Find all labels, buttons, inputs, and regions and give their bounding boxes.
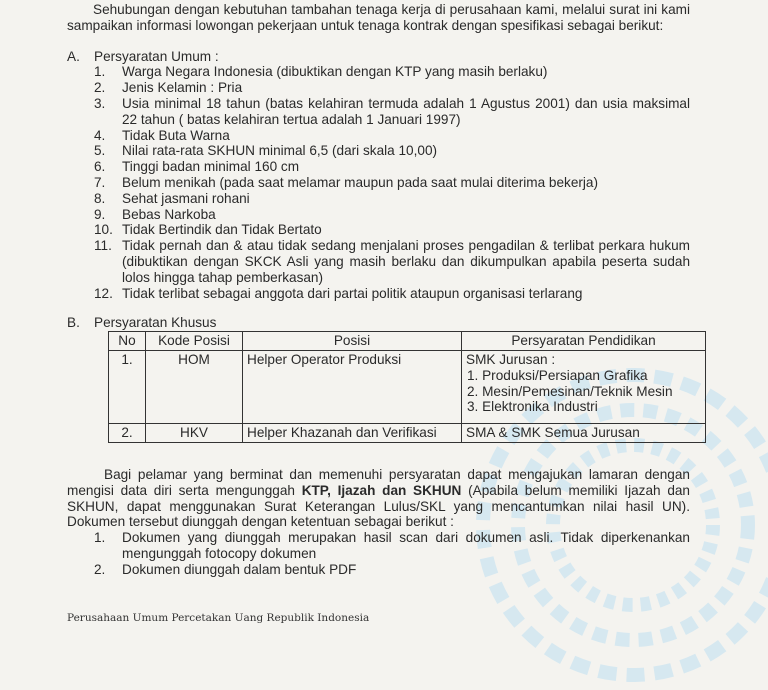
table-row (109, 350, 706, 423)
education-line: 3. Elektronika Industri (467, 399, 598, 415)
list-item-text: Tidak pernah dan & atau tidak sedang menjalani proses pengadilan & terlibat perkara hukum (dibuktikan dengan SKCK Asli yang masih berlaku dan dikumpulkan apabila peserta sudah lolos hingga tahap pemberkasan) (122, 238, 690, 285)
list-item-text: Tinggi badan minimal 160 cm (122, 159, 300, 175)
list-item (67, 222, 690, 238)
list-item (67, 128, 690, 144)
closing-part2: (Apabila belum memiliki Ijazah dan SKHUN, dapat menggunakan Surat Keterangan Lulus/SKL yang mencantumkan nilai hasil UN). Dokumen tersebut diunggah dengan ketentuan sebagai berikut : (67, 482, 690, 530)
list-item (67, 159, 690, 175)
list-item-number: 8. (94, 190, 106, 206)
list-item-text: Tidak Bertindik dan Tidak Bertato (122, 222, 322, 238)
list-item-text: Tidak Buta Warna (122, 127, 230, 143)
list-item (67, 80, 690, 96)
list-item (67, 143, 690, 159)
list-item-number: 2. (94, 561, 106, 577)
cell-posisi: Helper Operator Produksi (243, 350, 462, 423)
closing-paragraph (67, 467, 690, 530)
list-item-number: 1. (94, 64, 106, 80)
special-requirements-table (108, 331, 706, 443)
list-item (67, 64, 690, 80)
education-line: SMK Jurusan : (466, 351, 556, 367)
footer-company-name: Perusahaan Umum Percetakan Uang Republik Indonesia (67, 612, 370, 624)
education-line: 2. Mesin/Pemesinan/Teknik Mesin (467, 383, 673, 399)
list-item-number: 6. (94, 159, 106, 175)
education-line: SMA & SMK Semua Jurusan (466, 425, 640, 441)
list-item (67, 207, 690, 223)
table-header-row (109, 332, 706, 351)
intro-paragraph: Sehubungan dengan kebutuhan tambahan tenaga kerja di perusahaan kami, melalui surat ini kami sampaikan informasi lowongan pekerjaan untuk tenaga kontrak dengan spesifikasi sebagai berikut: (67, 2, 690, 33)
list-item-number: 1. (94, 530, 106, 546)
document-body (67, 2, 690, 578)
list-item-text: Bebas Narkoba (122, 206, 216, 222)
header-posisi: Posisi (243, 332, 462, 351)
list-item (67, 530, 690, 562)
list-item-text: Belum menikah (pada saat melamar maupun pada saat mulai diterima bekerja) (122, 174, 599, 190)
cell-posisi: Helper Khazanah dan Verifikasi (243, 424, 462, 443)
general-requirements-list (67, 64, 690, 301)
closing-bold-documents: KTP, Ijazah dan SKHUN (301, 482, 462, 498)
section-b-title: Persyaratan Khusus (94, 315, 217, 331)
list-item-number: 5. (94, 143, 106, 159)
header-pendidikan: Persyaratan Pendidikan (462, 332, 706, 351)
list-item-text: Dokumen diunggah dalam bentuk PDF (122, 561, 357, 577)
cell-kode-posisi: HOM (146, 350, 243, 423)
list-item-text: Usia minimal 18 tahun (batas kelahiran termuda adalah 1 Agustus 2001) dan usia maksimal 22 tahun ( batas kelahiran tertua adalah 1 Januari 1997) (122, 95, 690, 127)
section-b-letter: B. (67, 315, 80, 331)
closing-part1: Bagi pelamar yang berminat dan memenuhi persyaratan dapat mengajukan lamaran dengan mengisi data diri serta mengunggah (67, 466, 690, 498)
list-item-number: 11. (94, 238, 112, 254)
list-item (67, 286, 690, 302)
cell-pendidikan (462, 424, 706, 443)
list-item (67, 191, 690, 207)
list-item-text: Dokumen yang diunggah merupakan hasil scan dari dokumen asli. Tidak diperkenankan mengunggah fotocopy dokumen (122, 530, 690, 561)
list-item-text: Nilai rata-rata SKHUN minimal 6,5 (dari skala 10,00) (122, 143, 438, 159)
cell-pendidikan (462, 350, 706, 423)
list-item (67, 562, 690, 578)
section-a-heading (67, 49, 690, 65)
list-item-text: Warga Negara Indonesia (dibuktikan dengan KTP yang masih berlaku) (122, 64, 548, 80)
header-kode-posisi: Kode Posisi (146, 332, 243, 351)
section-b-heading (67, 315, 690, 331)
section-a-letter: A. (67, 48, 80, 64)
upload-rules-list (67, 530, 690, 577)
table-row (109, 424, 706, 443)
list-item-number: 12. (94, 285, 113, 301)
cell-kode-posisi: HKV (146, 424, 243, 443)
list-item (67, 96, 690, 128)
cell-no: 1. (109, 350, 146, 423)
list-item-text: Jenis Kelamin : Pria (122, 80, 243, 96)
list-item-text: Tidak terlibat sebagai anggota dari partai politik ataupun organisasi terlarang (122, 285, 583, 301)
education-line: 1. Produksi/Persiapan Grafika (467, 367, 648, 383)
list-item-number: 9. (94, 206, 106, 222)
list-item-text: Sehat jasmani rohani (122, 190, 250, 206)
list-item (67, 238, 690, 285)
list-item-number: 3. (94, 95, 106, 111)
cell-no: 2. (109, 424, 146, 443)
list-item-number: 4. (94, 127, 106, 143)
section-a-title: Persyaratan Umum : (94, 48, 219, 64)
list-item-number: 2. (94, 80, 106, 96)
list-item-number: 10. (94, 222, 113, 238)
list-item (67, 175, 690, 191)
list-item-number: 7. (94, 174, 106, 190)
header-no: No (109, 332, 146, 351)
